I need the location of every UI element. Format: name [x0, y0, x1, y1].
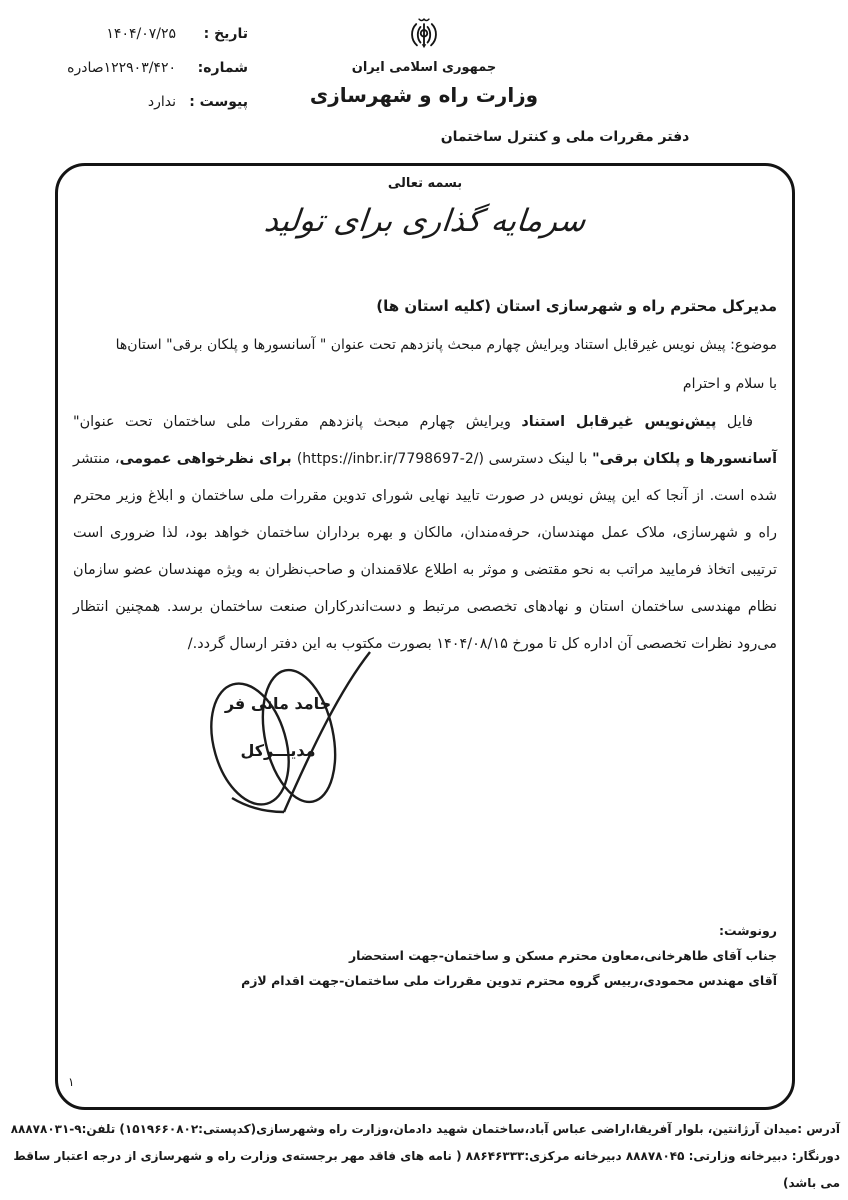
signer-name: حامد مانی فر	[224, 694, 332, 713]
text-segment: با لینک دسترسی	[483, 451, 593, 467]
text-segment: ویرایش چهارم مبحث پانزدهم مقررات ملی ساختمان تحت عنوان"	[73, 414, 522, 430]
salutation-line: با سلام و احترام	[682, 376, 777, 392]
recipient-line: مدیرکل محترم راه و شهرسازی استان (کلیه استان ها)	[376, 297, 777, 315]
letter-body-frame	[55, 163, 795, 1110]
attachment-label: پیوست :	[189, 94, 248, 110]
subject-line: موضوع: پیش نویس غیرقابل استناد ویرایش چهارم مبحث پانزدهم تحت عنوان " آسانسورها و پلکان برقی" استان‌ها	[115, 337, 777, 353]
handwritten-signature-icon	[172, 648, 392, 826]
letter-meta-block	[10, 24, 248, 126]
cc-block	[73, 918, 777, 993]
access-link-text: (https://inbr.ir/7798697-2/)	[296, 451, 484, 467]
attachment-value: ندارد	[147, 94, 176, 110]
cc-item: آقای مهندس محمودی،رییس گروه محترم تدوین مقررات ملی ساختمان-جهت اقدام لازم	[241, 973, 777, 988]
year-slogan-calligraphy: سرمایه گذاری برای تولید	[262, 203, 588, 239]
signer-title: مدیـــرکل	[240, 741, 316, 760]
letter-paragraph	[73, 404, 777, 663]
meta-date-row	[10, 24, 248, 44]
cc-label: رونوشت:	[718, 923, 777, 938]
country-title: جمهوری اسلامی ایران	[351, 60, 497, 75]
signature-block	[166, 694, 390, 760]
ministry-title: وزارت راه و شهرسازی	[309, 83, 539, 107]
number-value: ۱۲۲۹۰۳/۴۲۰صادره	[67, 60, 176, 76]
meta-attachment-row	[10, 92, 248, 112]
date-value: ۱۴۰۴/۰۷/۲۵	[106, 26, 176, 42]
cc-item: جناب آقای طاهرخانی،معاون محترم مسکن و ساختمان-جهت استحضار	[348, 948, 777, 963]
iran-emblem-icon	[407, 14, 441, 54]
text-segment: فایل	[716, 414, 753, 430]
text-segment-bold: آسانسورها و پلکان برقی"	[592, 451, 778, 467]
letterhead-footer	[8, 1116, 840, 1197]
number-label: شماره:	[197, 60, 248, 76]
footer-fax-line: دورنگار: دبیرخانه وزارتی: ۸۸۸۷۸۰۴۵ دبیرخانه مرکزی:۸۸۶۴۶۳۳۳ ( نامه های فاقد مهر برجسته‌ی وزارت راه و شهرسازی از درجه اعتبار ساقط می باشد)	[13, 1149, 840, 1190]
meta-number-row	[10, 58, 248, 78]
date-label: تاریخ :	[203, 26, 248, 42]
footer-address-line: آدرس :میدان آرژانتین، بلوار آفریقا،اراضی عباس آباد،ساختمان شهید دادمان،وزارت راه وشهرسازی(کدپستی:۱۵۱۹۶۶۰۸۰۲) تلفن:۹-۸۸۸۷۸۰۳۱	[10, 1122, 840, 1136]
text-segment-bold: پیش‌نویس غیرقابل استناد	[521, 414, 717, 430]
besmeleh-line: بسمه تعالی	[387, 176, 463, 191]
office-title: دفتر مقررات ملی و کنترل ساختمان	[440, 129, 690, 145]
page-number: ۱	[68, 1075, 75, 1089]
ministry-header	[254, 14, 594, 107]
text-segment: ، منتشر شده است. از آنجا که این پیش نویس در صورت تایید نهایی شورای تدوین مقررات ملی ساختمان و ابلاغ وزیر محترم راه و شهرسازی، ملاک عمل مهندسان، حرفه‌مندان، مالکان و بهره برداران ساختمان خواهد بود، لذا ضروری است ترتیبی اتخاذ فرمایید مراتب به نحو مقتضی و موثر به اطلاع علاقمندان و صاحب‌نظران به ویژه مهندسان عضو سازمان نظام مهندسی ساختمان استان و نهادهای تخصصی مرتبط و دست‌اندرکاران صنعت ساختمان برسد. همچنین انتظار می‌رود نظرات تخصصی آن اداره کل تا مورخ ۱۴۰۴/۰۸/۱۵ بصورت مکتوب به این دفتر ارسال گردد./	[73, 451, 777, 652]
text-segment-bold: برای نظرخواهی عمومی	[119, 451, 297, 467]
